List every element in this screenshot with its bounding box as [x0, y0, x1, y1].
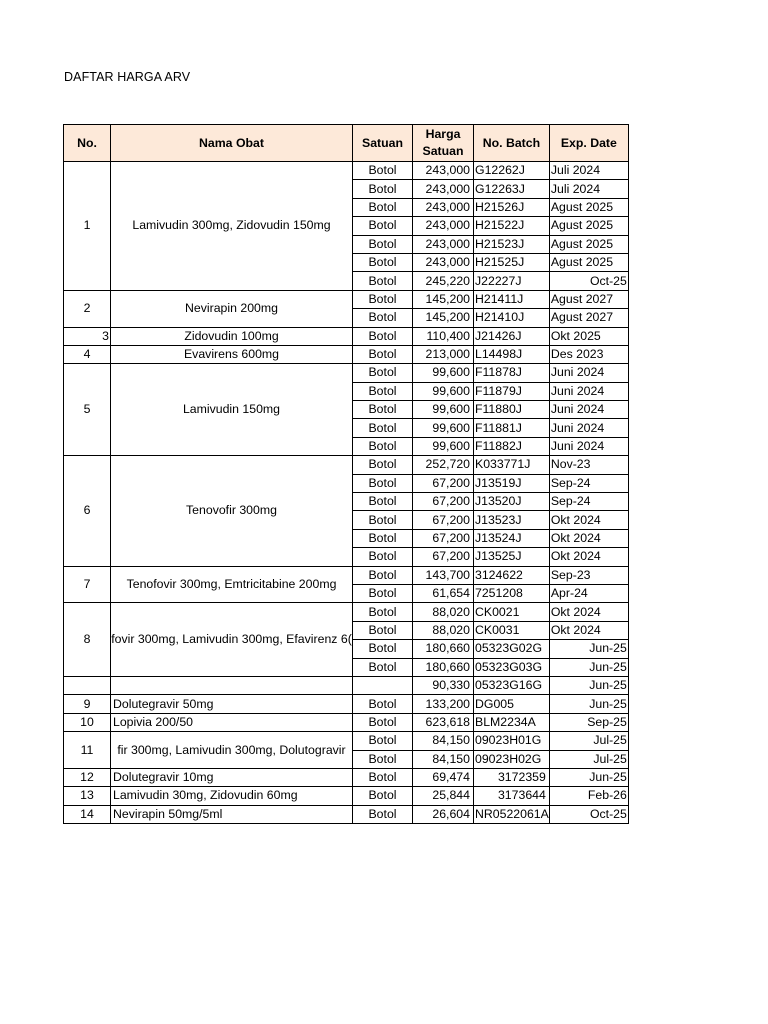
unit-cell: Botol [353, 603, 413, 621]
drug-name: fovir 300mg, Lamivudin 300mg, Efavirenz 6( [111, 603, 353, 677]
drug-name: Nevirapin 200mg [111, 290, 353, 327]
table-row [64, 364, 629, 382]
unit-cell: Botol [353, 713, 413, 731]
drug-name: Zidovudin 100mg [111, 327, 353, 345]
price-cell: 145,200 [413, 290, 474, 308]
item-no: 9 [64, 695, 111, 713]
batch-cell: 09023H01G [474, 732, 550, 750]
exp-cell: Okt 2024 [549, 529, 628, 547]
unit-cell: Botol [353, 511, 413, 529]
batch-cell: 3124622 [474, 566, 550, 584]
exp-cell: Agust 2025 [549, 235, 628, 253]
batch-cell: J13525J [474, 548, 550, 566]
price-cell: 69,474 [413, 768, 474, 786]
price-cell: 99,600 [413, 419, 474, 437]
drug-name: Dolutegravir 10mg [111, 768, 353, 786]
unit-cell: Botol [353, 401, 413, 419]
table-row [64, 787, 629, 805]
batch-cell: BLM2234A [474, 713, 550, 731]
item-no: 6 [64, 456, 111, 566]
table-row [64, 290, 629, 308]
drug-name: Evavirens 600mg [111, 345, 353, 363]
exp-cell: Jun-25 [549, 768, 628, 786]
arv-price-table [63, 124, 629, 824]
price-cell: 99,600 [413, 401, 474, 419]
drug-name: fir 300mg, Lamivudin 300mg, Dolutogravir [111, 732, 353, 769]
unit-cell: Botol [353, 695, 413, 713]
price-cell: 99,600 [413, 437, 474, 455]
item-no: 1 [64, 162, 111, 291]
unit-cell: Botol [353, 253, 413, 271]
price-cell: 84,150 [413, 732, 474, 750]
header-no-batch: No. Batch [474, 125, 550, 162]
table-row [64, 162, 629, 180]
price-cell: 180,660 [413, 658, 474, 676]
table-row [64, 676, 629, 694]
unit-cell: Botol [353, 805, 413, 823]
exp-cell: Juni 2024 [549, 437, 628, 455]
price-cell: 243,000 [413, 162, 474, 180]
batch-cell: H21523J [474, 235, 550, 253]
batch-cell: J22227J [474, 272, 550, 290]
unit-cell: Botol [353, 456, 413, 474]
drug-name: Lamivudin 30mg, Zidovudin 60mg [111, 787, 353, 805]
price-cell: 25,844 [413, 787, 474, 805]
batch-cell: CK0021 [474, 603, 550, 621]
item-no: 12 [64, 768, 111, 786]
unit-cell: Botol [353, 345, 413, 363]
batch-cell: H21411J [474, 290, 550, 308]
item-no: 8 [64, 603, 111, 677]
batch-cell: 09023H02G [474, 750, 550, 768]
item-no: 14 [64, 805, 111, 823]
unit-cell: Botol [353, 198, 413, 216]
batch-cell: G12263J [474, 180, 550, 198]
unit-cell: Botol [353, 529, 413, 547]
exp-cell: Agust 2025 [549, 198, 628, 216]
exp-cell: Okt 2024 [549, 548, 628, 566]
unit-cell: Botol [353, 493, 413, 511]
item-no: 11 [64, 732, 111, 769]
table-row [64, 805, 629, 823]
batch-cell: H21410J [474, 309, 550, 327]
exp-cell: Juni 2024 [549, 401, 628, 419]
header-exp-date: Exp. Date [549, 125, 628, 162]
price-cell: 84,150 [413, 750, 474, 768]
item-no: 3 [64, 327, 111, 345]
table-row [64, 456, 629, 474]
unit-cell: Botol [353, 437, 413, 455]
exp-cell: Agust 2025 [549, 217, 628, 235]
unit-cell: Botol [353, 162, 413, 180]
table-row [64, 768, 629, 786]
price-cell: 243,000 [413, 235, 474, 253]
drug-name: Lamivudin 150mg [111, 364, 353, 456]
batch-cell: J13519J [474, 474, 550, 492]
unit-cell: Botol [353, 548, 413, 566]
exp-cell: Okt 2025 [549, 327, 628, 345]
table-row [64, 603, 629, 621]
batch-cell: J13524J [474, 529, 550, 547]
exp-cell: Agust 2027 [549, 290, 628, 308]
price-cell: 61,654 [413, 584, 474, 602]
exp-cell: Juli 2024 [549, 180, 628, 198]
exp-cell: Okt 2024 [549, 621, 628, 639]
exp-cell: Sep-24 [549, 493, 628, 511]
item-no: 13 [64, 787, 111, 805]
batch-cell: F11879J [474, 382, 550, 400]
item-no: 10 [64, 713, 111, 731]
exp-cell: Juni 2024 [549, 364, 628, 382]
unit-cell: Botol [353, 180, 413, 198]
table-row [64, 695, 629, 713]
drug-name: Lopivia 200/50 [111, 713, 353, 731]
price-cell: 145,200 [413, 309, 474, 327]
table-header-row [64, 125, 629, 162]
price-cell: 133,200 [413, 695, 474, 713]
price-cell: 243,000 [413, 217, 474, 235]
exp-cell: Agust 2025 [549, 253, 628, 271]
price-cell: 67,200 [413, 529, 474, 547]
unit-cell: Botol [353, 327, 413, 345]
price-cell: 243,000 [413, 253, 474, 271]
table-row [64, 713, 629, 731]
batch-cell: 3173644 [474, 787, 550, 805]
drug-name: Lamivudin 300mg, Zidovudin 150mg [111, 162, 353, 291]
exp-cell: Feb-26 [549, 787, 628, 805]
exp-cell: Okt 2024 [549, 511, 628, 529]
exp-cell: Juni 2024 [549, 419, 628, 437]
table-row [64, 732, 629, 750]
unit-cell: Botol [353, 272, 413, 290]
price-cell: 99,600 [413, 364, 474, 382]
unit-cell: Botol [353, 309, 413, 327]
unit-cell: Botol [353, 474, 413, 492]
exp-cell: Sep-23 [549, 566, 628, 584]
table-row [64, 345, 629, 363]
unit-cell: Botol [353, 290, 413, 308]
batch-cell: 05323G16G [474, 676, 550, 694]
unit-cell: Botol [353, 584, 413, 602]
item-no: 7 [64, 566, 111, 603]
batch-cell: J13520J [474, 493, 550, 511]
drug-name [111, 676, 353, 694]
price-cell: 90,330 [413, 676, 474, 694]
unit-cell: Botol [353, 787, 413, 805]
unit-cell: Botol [353, 419, 413, 437]
unit-cell: Botol [353, 566, 413, 584]
exp-cell: Agust 2027 [549, 309, 628, 327]
batch-cell: H21525J [474, 253, 550, 271]
batch-cell: H21526J [474, 198, 550, 216]
exp-cell: Jun-25 [549, 676, 628, 694]
exp-cell: Oct-25 [549, 272, 628, 290]
header-satuan: Satuan [353, 125, 413, 162]
batch-cell: DG005 [474, 695, 550, 713]
batch-cell: H21522J [474, 217, 550, 235]
batch-cell: J13523J [474, 511, 550, 529]
unit-cell: Botol [353, 217, 413, 235]
table-row [64, 566, 629, 584]
exp-cell: Sep-25 [549, 713, 628, 731]
price-cell: 26,604 [413, 805, 474, 823]
unit-cell [353, 676, 413, 694]
batch-cell: 3172359 [474, 768, 550, 786]
price-cell: 99,600 [413, 382, 474, 400]
batch-cell: K033771J [474, 456, 550, 474]
exp-cell: Nov-23 [549, 456, 628, 474]
price-cell: 88,020 [413, 603, 474, 621]
price-cell: 180,660 [413, 640, 474, 658]
unit-cell: Botol [353, 658, 413, 676]
price-cell: 67,200 [413, 511, 474, 529]
price-cell: 213,000 [413, 345, 474, 363]
batch-cell: 7251208 [474, 584, 550, 602]
exp-cell: Jul-25 [549, 732, 628, 750]
exp-cell: Juli 2024 [549, 162, 628, 180]
drug-name: Tenovofir 300mg [111, 456, 353, 566]
header-no: No. [64, 125, 111, 162]
exp-cell: Jul-25 [549, 750, 628, 768]
price-cell: 67,200 [413, 548, 474, 566]
exp-cell: Juni 2024 [549, 382, 628, 400]
exp-cell: Okt 2024 [549, 603, 628, 621]
batch-cell: F11880J [474, 401, 550, 419]
unit-cell: Botol [353, 768, 413, 786]
price-cell: 243,000 [413, 180, 474, 198]
document-title: DAFTAR HARGA ARV [64, 70, 191, 84]
exp-cell: Apr-24 [549, 584, 628, 602]
drug-name: Dolutegravir 50mg [111, 695, 353, 713]
exp-cell: Jun-25 [549, 695, 628, 713]
price-cell: 245,220 [413, 272, 474, 290]
price-cell: 88,020 [413, 621, 474, 639]
batch-cell: CK0031 [474, 621, 550, 639]
header-nama-obat: Nama Obat [111, 125, 353, 162]
batch-cell: F11882J [474, 437, 550, 455]
unit-cell: Botol [353, 382, 413, 400]
unit-cell: Botol [353, 235, 413, 253]
item-no [64, 676, 111, 694]
table-row [64, 327, 629, 345]
batch-cell: 05323G03G [474, 658, 550, 676]
batch-cell: F11881J [474, 419, 550, 437]
exp-cell: Des 2023 [549, 345, 628, 363]
unit-cell: Botol [353, 621, 413, 639]
price-cell: 67,200 [413, 474, 474, 492]
batch-cell: J21426J [474, 327, 550, 345]
batch-cell: F11878J [474, 364, 550, 382]
exp-cell: Jun-25 [549, 658, 628, 676]
unit-cell: Botol [353, 750, 413, 768]
price-cell: 243,000 [413, 198, 474, 216]
price-cell: 143,700 [413, 566, 474, 584]
exp-cell: Jun-25 [549, 640, 628, 658]
batch-cell: NR0522061A [474, 805, 550, 823]
exp-cell: Oct-25 [549, 805, 628, 823]
unit-cell: Botol [353, 640, 413, 658]
price-cell: 67,200 [413, 493, 474, 511]
unit-cell: Botol [353, 732, 413, 750]
batch-cell: G12262J [474, 162, 550, 180]
header-harga-satuan: Harga Satuan [413, 125, 474, 162]
price-cell: 623,618 [413, 713, 474, 731]
price-cell: 252,720 [413, 456, 474, 474]
unit-cell: Botol [353, 364, 413, 382]
batch-cell: L14498J [474, 345, 550, 363]
exp-cell: Sep-24 [549, 474, 628, 492]
drug-name: Nevirapin 50mg/5ml [111, 805, 353, 823]
item-no: 5 [64, 364, 111, 456]
drug-name: Tenofovir 300mg, Emtricitabine 200mg [111, 566, 353, 603]
price-cell: 110,400 [413, 327, 474, 345]
item-no: 4 [64, 345, 111, 363]
item-no: 2 [64, 290, 111, 327]
batch-cell: 05323G02G [474, 640, 550, 658]
